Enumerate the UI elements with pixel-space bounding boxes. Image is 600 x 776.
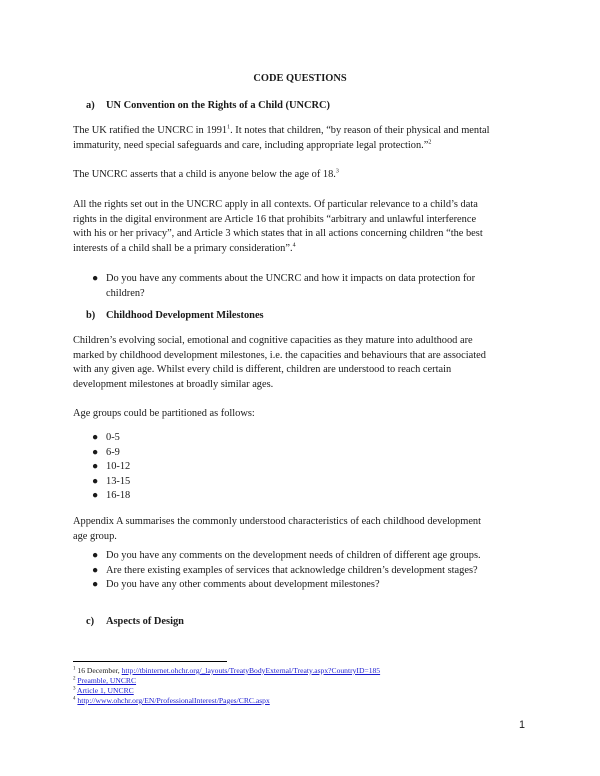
question-text: Do you have any other comments about development milestones? — [106, 579, 380, 591]
section-b-title: Childhood Development Milestones — [106, 310, 264, 321]
footnote-ref-3[interactable]: 3 — [335, 168, 339, 175]
section-b-heading — [86, 309, 264, 324]
footnote-number: 4 — [73, 696, 76, 702]
footnote-text: 16 December, — [77, 666, 122, 675]
text-line: with any given age. Whilst every child is different, children are understood to reach certain — [73, 364, 452, 376]
footnote-link[interactable]: http://tbinternet.ohchr.org/_layouts/TreatyBodyExternal/Treaty.aspx?CountryID=185 — [121, 666, 381, 675]
footnote-link[interactable]: Article 1, UNCRC — [76, 686, 134, 695]
text-line: development milestones at broadly similar ages. — [73, 378, 274, 390]
footnote-4 — [73, 696, 270, 705]
text: The UK ratified the UNCRC in 1991 — [73, 125, 228, 136]
section-c-heading — [86, 615, 184, 630]
bullet-icon: ● — [92, 564, 99, 576]
text-line: Appendix A summarises the commonly understood characteristics of each childhood development — [73, 516, 482, 527]
bullet-icon: ● — [92, 579, 99, 591]
text: immaturity, need special safeguards and care, including appropriate legal protection.” — [73, 139, 429, 151]
text-line: Children’s evolving social, emotional and cognitive capacities as they mature into adulthood are — [73, 335, 473, 346]
footnote-ref-1[interactable]: 1 — [227, 124, 231, 131]
section-b-paragraph-3 — [73, 515, 533, 544]
section-c-label: c) — [86, 616, 95, 627]
footnote-number: 1 — [73, 666, 76, 672]
footnote-ref-4[interactable]: 4 — [292, 242, 296, 249]
age-group-label: 10-12 — [106, 461, 131, 473]
section-b-paragraph-2: Age groups could be partitioned as follows: — [73, 408, 255, 419]
footnote-link[interactable]: Preamble, UNCRC — [77, 676, 137, 685]
footnote-2 — [73, 676, 136, 685]
footnote-link[interactable]: http://www.ohchr.org/EN/ProfessionalInterest/Pages/CRC.aspx — [77, 696, 270, 705]
question-text: Do you have any comments on the development needs of children of different age groups. — [106, 550, 481, 561]
question-text: Are there existing examples of services that acknowledge children’s development stages? — [106, 564, 478, 576]
text-line: marked by childhood development milestones, i.e. the capacities and behaviours that are associated — [73, 349, 486, 361]
footnote-number: 2 — [73, 676, 76, 682]
section-a-paragraph-2 — [73, 168, 533, 183]
section-b-label: b) — [86, 310, 96, 321]
section-c-title: Aspects of Design — [106, 616, 184, 627]
text: interests of a child shall be a primary consideration”. — [73, 242, 293, 254]
age-group-label: 16-18 — [106, 490, 131, 502]
question-text: Do you have any comments about the UNCRC and how it impacts on data protection for — [106, 273, 476, 284]
section-b-paragraph-1 — [73, 334, 533, 392]
bullet-icon: ● — [92, 461, 99, 473]
footnote-1 — [73, 666, 380, 675]
page-number: 1 — [519, 719, 526, 731]
footnote-divider — [73, 661, 227, 662]
text-line: All the rights set out in the UNCRC apply in all contexts. Of particular relevance to a child’s data — [73, 199, 478, 210]
footnote-number: 3 — [73, 686, 76, 692]
page-title: CODE QUESTIONS — [253, 73, 347, 84]
age-group-label: 13-15 — [106, 475, 131, 487]
section-a-title: UN Convention on the Rights of a Child (UNCRC) — [106, 100, 330, 111]
bullet-icon: ● — [92, 550, 99, 561]
section-a-paragraph-1 — [73, 124, 533, 153]
text-line: age group. — [73, 530, 117, 542]
text-line: with his or her privacy”, and Article 3 which states that in all actions concerning children “the best — [73, 228, 483, 240]
bullet-icon: ● — [92, 432, 99, 443]
age-group-label: 6-9 — [106, 446, 120, 458]
text: . It notes that children, “by reason of their physical and mental — [230, 125, 490, 136]
question-text: children? — [106, 287, 145, 299]
age-group-label: 0-5 — [106, 432, 120, 443]
section-a-label: a) — [86, 100, 95, 111]
text: The UNCRC asserts that a child is anyone below the age of 18. — [73, 169, 336, 180]
bullet-icon: ● — [92, 475, 99, 487]
section-a-paragraph-3 — [73, 198, 533, 256]
section-a-heading — [86, 99, 330, 114]
footnote-ref-2[interactable]: 2 — [428, 139, 432, 146]
bullet-icon: ● — [92, 446, 99, 458]
bullet-icon: ● — [92, 273, 99, 284]
footnote-3 — [73, 686, 134, 695]
text-line: rights in the digital environment are Article 16 that prohibits “arbitrary and unlawful interference — [73, 213, 477, 225]
bullet-icon: ● — [92, 490, 99, 502]
